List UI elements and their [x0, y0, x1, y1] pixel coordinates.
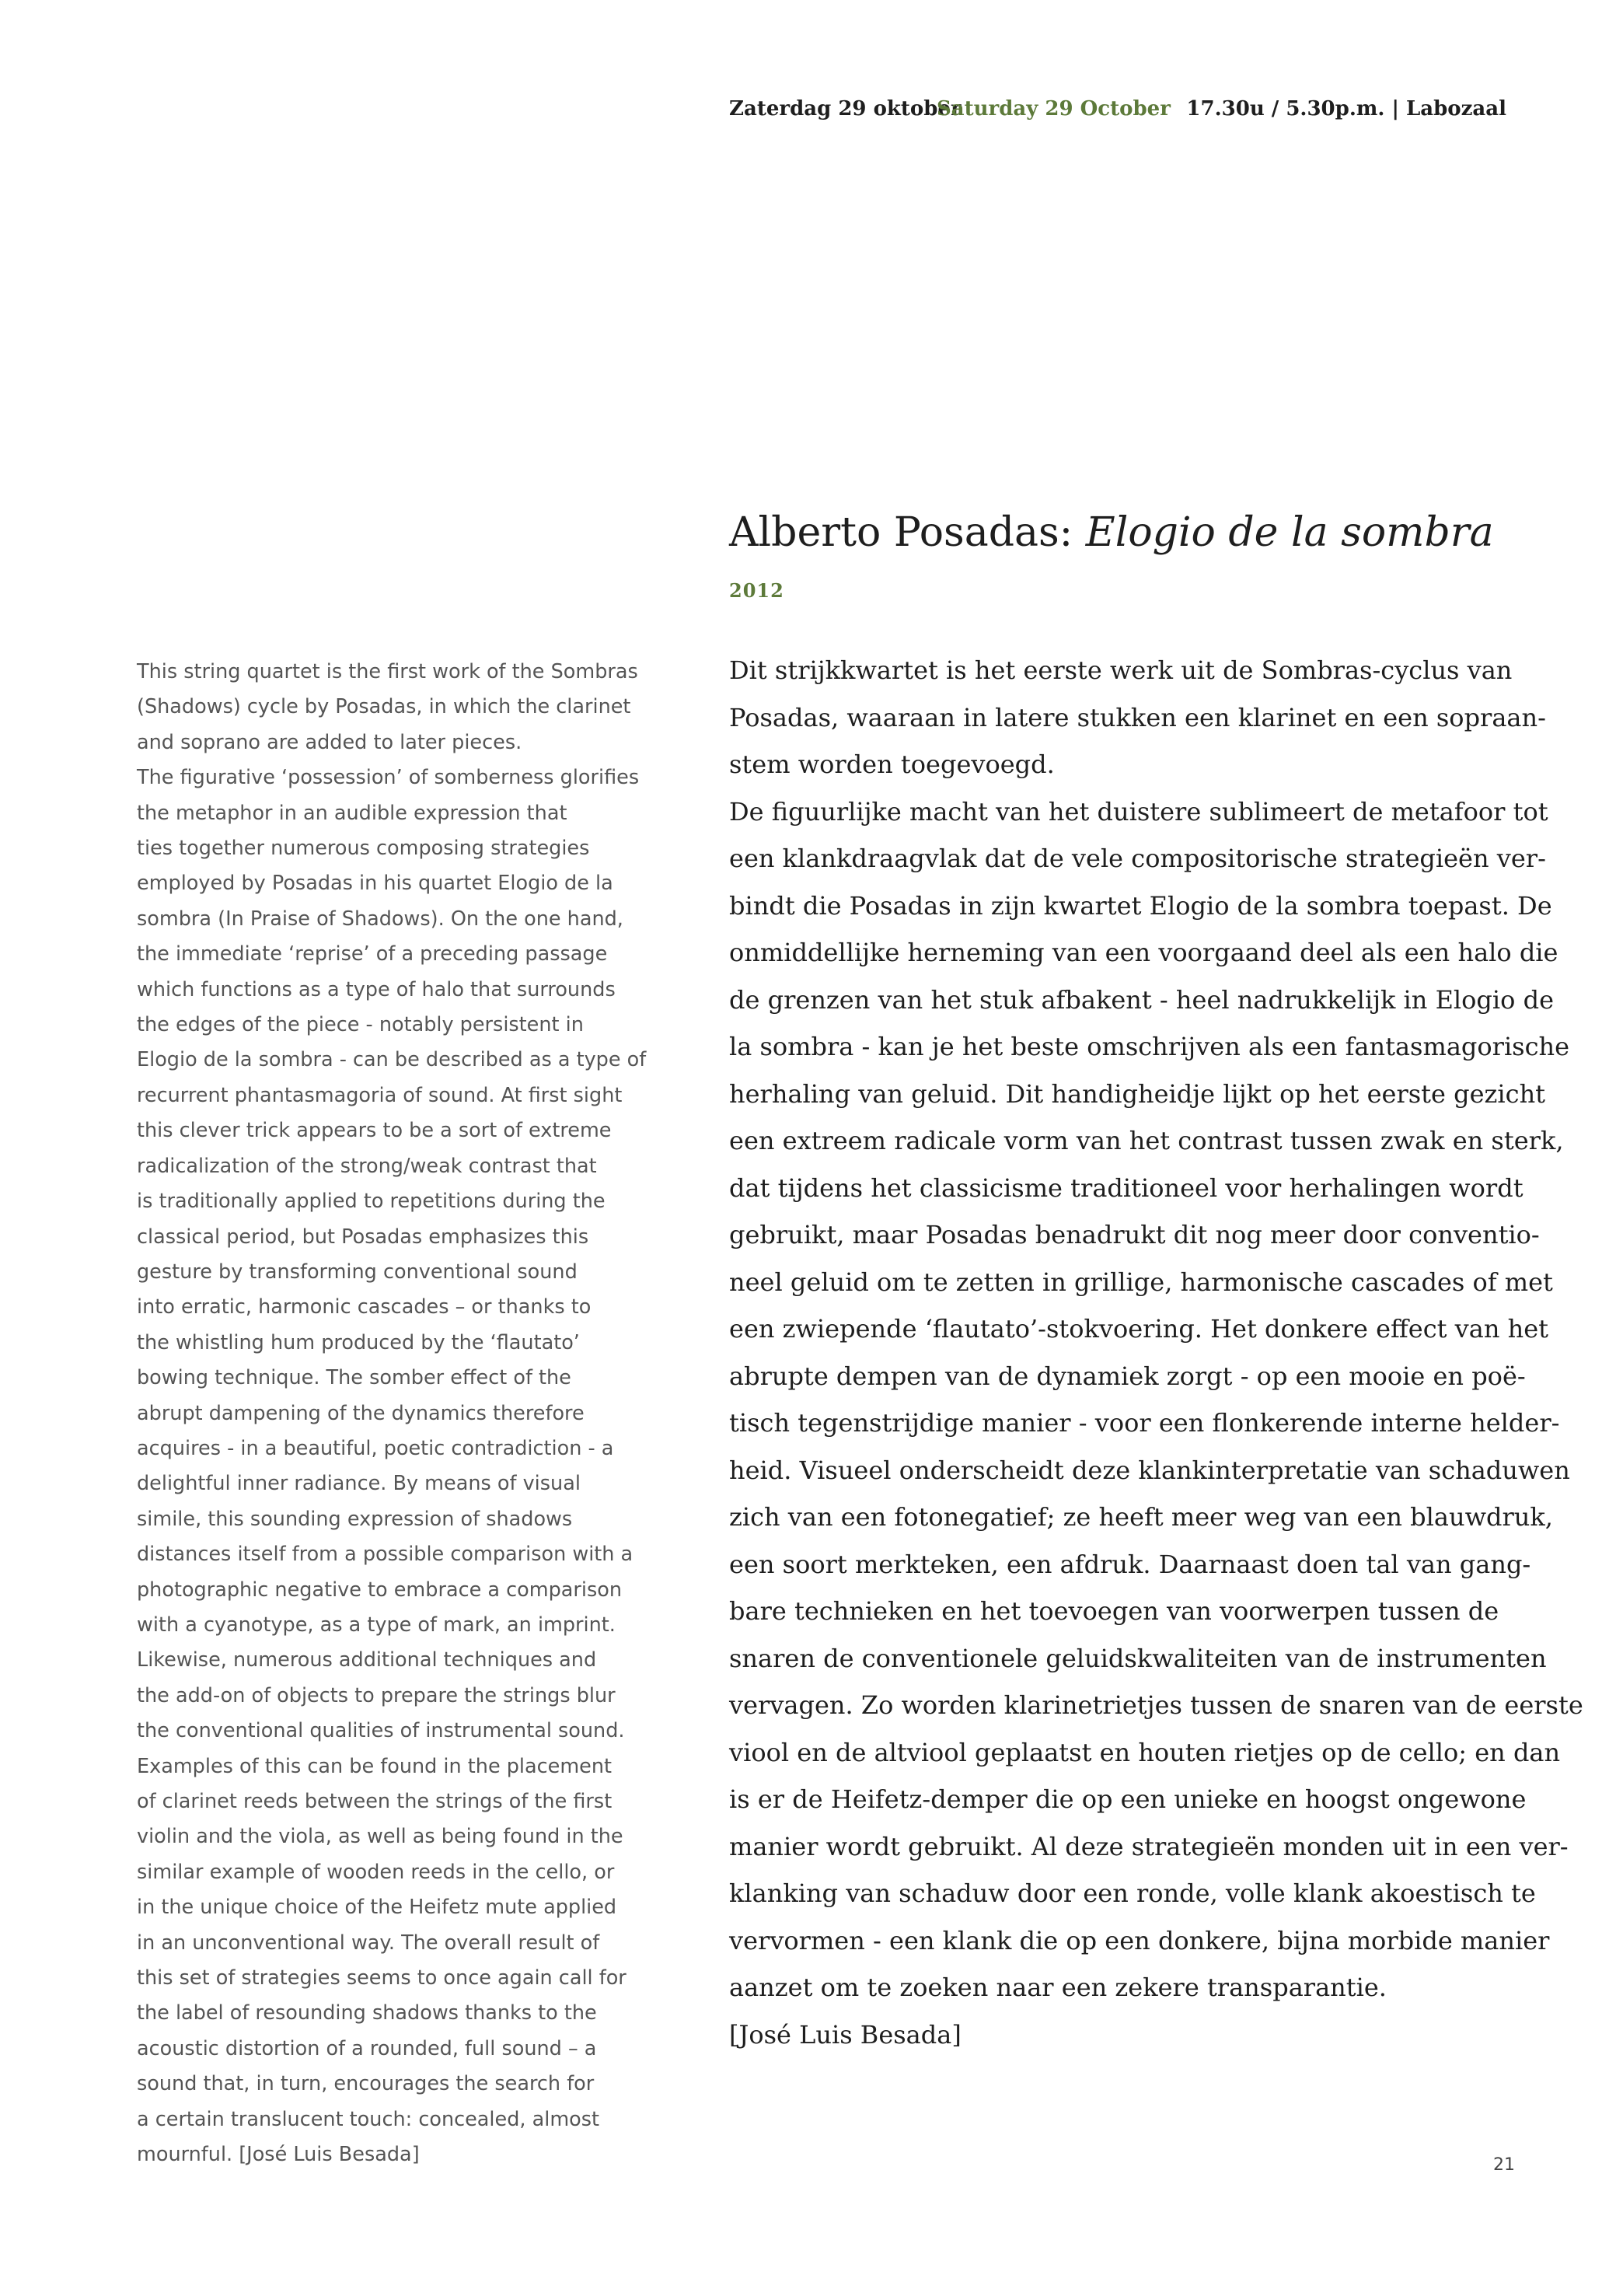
english-text-line: and soprano are added to later pieces.: [137, 730, 522, 754]
english-text-line: Elogio de la sombra - can be described as a type of: [137, 1048, 647, 1072]
english-text-line: the conventional qualities of instrumental sound.: [137, 1719, 625, 1743]
english-program-note: [137, 655, 681, 2172]
dutch-text-line: vervagen. Zo worden klarinetrietjes tussen de snaren van de eerste: [729, 1690, 1583, 1720]
dutch-text-line: viool en de altviool geplaatst en houten rietjes op de cello; en dan: [729, 1737, 1561, 1767]
dutch-text-line: een klankdraagvlak dat de vele compositorische strategieën ver-: [729, 844, 1546, 873]
dutch-text-line: [José Luis Besada]: [729, 2019, 962, 2050]
english-text-line: sound that, in turn, encourages the search for: [137, 2072, 595, 2096]
dutch-text-line: herhaling van geluid. Dit handigheidje lijkt op het eerste gezicht: [729, 1078, 1546, 1109]
english-text-line: similar example of wooden reeds in the cello, or: [137, 1860, 615, 1884]
english-text-line: the immediate ‘reprise’ of a preceding passage: [137, 942, 608, 966]
dutch-text-line: neel geluid om te zetten in grillige, harmonische cascades of met: [729, 1267, 1553, 1297]
english-text-line: with a cyanotype, as a type of mark, an imprint.: [137, 1613, 616, 1637]
english-text-line: into erratic, harmonic cascades – or thanks to: [137, 1295, 592, 1319]
english-text-line: acquires - in a beautiful, poetic contradiction - a: [137, 1436, 614, 1460]
english-text-line: (Shadows) cycle by Posadas, in which the clarinet: [137, 695, 631, 719]
english-text-line: acoustic distortion of a rounded, full sound – a: [137, 2036, 597, 2060]
header-date-english: Saturday 29 October: [937, 97, 1171, 121]
english-text-line: mournful. [José Luis Besada]: [137, 2143, 420, 2167]
english-text-line: in an unconventional way. The overall result of: [137, 1931, 600, 1955]
dutch-text-line: is er de Heifetz-demper die op een unieke en hoogst ongewone: [729, 1784, 1527, 1814]
english-text-line: simile, this sounding expression of shadows: [137, 1507, 573, 1531]
page-number: 21: [1493, 2155, 1515, 2175]
title-work: Elogio de la sombra: [1085, 509, 1494, 556]
dutch-text-line: De figuurlijke macht van het duistere sublimeert de metafoor tot: [729, 796, 1548, 826]
english-text-line: the label of resounding shadows thanks to the: [137, 2001, 597, 2025]
dutch-text-line: aanzet om te zoeken naar een zekere transparantie.: [729, 1973, 1387, 2002]
english-text-line: this clever trick appears to be a sort of extreme: [137, 1119, 612, 1143]
english-text-line: ties together numerous composing strategies: [137, 837, 590, 861]
english-text-line: The figurative ‘possession’ of somberness glorifies: [137, 766, 640, 790]
english-text-line: is traditionally applied to repetitions during the: [137, 1190, 606, 1214]
english-text-line: which functions as a type of halo that surrounds: [137, 977, 616, 1001]
dutch-text-line: een zwiepende ‘flautato’-stokvoering. Het donkere effect van het: [729, 1314, 1549, 1344]
title-composer: Alberto Posadas:: [729, 509, 1086, 556]
dutch-text-line: zich van een fotonegatief; ze heeft meer weg van een blauwdruk,: [729, 1502, 1553, 1532]
dutch-text-line: abrupte dempen van de dynamiek zorgt - op een mooie en poë-: [729, 1361, 1526, 1391]
english-text-line: of clarinet reeds between the strings of the first: [137, 1790, 613, 1813]
english-text-line: classical period, but Posadas emphasizes this: [137, 1225, 589, 1249]
english-text-line: delightful inner radiance. By means of visual: [137, 1472, 581, 1496]
english-text-line: the metaphor in an audible expression that: [137, 801, 567, 825]
english-text-line: sombra (In Praise of Shadows). On the one hand,: [137, 907, 623, 931]
dutch-text-line: tisch tegenstrijdige manier - voor een flonkerende interne helder-: [729, 1408, 1560, 1438]
english-text-line: the edges of the piece - notably persistent in: [137, 1013, 584, 1037]
dutch-text-line: onmiddellijke herneming van een voorgaand deel als een halo die: [729, 938, 1558, 967]
dutch-program-note: [729, 647, 1583, 2058]
english-text-line: in the unique choice of the Heifetz mute applied: [137, 1896, 617, 1920]
page-title: [729, 505, 1494, 560]
header-date-dutch: Zaterdag 29 oktober: [729, 97, 962, 121]
dutch-text-line: een soort merkteken, een afdruk. Daarnaast doen tal van gang-: [729, 1549, 1531, 1579]
english-text-line: Likewise, numerous additional techniques and: [137, 1648, 597, 1672]
dutch-text-line: snaren de conventionele geluidskwaliteiten van de instrumenten: [729, 1643, 1547, 1673]
english-text-line: distances itself from a possible comparison with a: [137, 1543, 633, 1567]
dutch-text-line: een extreem radicale vorm van het contrast tussen zwak en sterk,: [729, 1126, 1564, 1155]
dutch-text-line: Dit strijkkwartet is het eerste werk uit de Sombras-cyclus van: [729, 655, 1513, 685]
dutch-text-line: klanking van schaduw door een ronde, volle klank akoestisch te: [729, 1878, 1536, 1908]
english-text-line: employed by Posadas in his quartet Elogio de la: [137, 872, 613, 896]
dutch-text-line: manier wordt gebruikt. Al deze strategieën monden uit in een ver-: [729, 1831, 1569, 1861]
english-text-line: radicalization of the strong/weak contrast that: [137, 1154, 597, 1178]
english-text-line: photographic negative to embrace a comparison: [137, 1578, 623, 1602]
english-text-line: Examples of this can be found in the placement: [137, 1754, 613, 1778]
english-text-line: bowing technique. The somber effect of the: [137, 1366, 571, 1390]
dutch-text-line: gebruikt, maar Posadas benadrukt dit nog meer door conventio-: [729, 1220, 1540, 1249]
dutch-text-line: dat tijdens het classicisme traditioneel voor herhalingen wordt: [729, 1172, 1524, 1203]
dutch-text-line: bare technieken en het toevoegen van voorwerpen tussen de: [729, 1596, 1499, 1626]
dutch-text-line: la sombra - kan je het beste omschrijven als een fantasmagorische: [729, 1032, 1570, 1061]
english-text-line: abrupt dampening of the dynamics therefore: [137, 1401, 585, 1425]
header-time-venue: 17.30u / 5.30p.m. | Labozaal: [1186, 97, 1506, 121]
dutch-text-line: Posadas, waaraan in latere stukken een klarinet en een sopraan-: [729, 702, 1546, 732]
english-text-line: gesture by transforming conventional sound: [137, 1260, 578, 1284]
english-text-line: a certain translucent touch: concealed, almost: [137, 2107, 600, 2131]
english-text-line: the add-on of objects to prepare the strings blur: [137, 1683, 616, 1707]
english-text-line: recurrent phantasmagoria of sound. At first sight: [137, 1083, 623, 1107]
dutch-text-line: de grenzen van het stuk afbakent - heel nadrukkelijk in Elogio de: [729, 984, 1554, 1015]
english-text-line: this set of strategies seems to once again call for: [137, 1966, 627, 1990]
dutch-text-line: stem worden toegevoegd.: [729, 750, 1055, 779]
page-header: [729, 93, 1506, 124]
dutch-text-line: bindt die Posadas in zijn kwartet Elogio de la sombra toepast. De: [729, 890, 1552, 921]
dutch-text-line: vervormen - een klank die op een donkere, bijna morbide manier: [729, 1925, 1550, 1955]
english-text-line: This string quartet is the first work of the Sombras: [137, 660, 638, 683]
composition-year: 2012: [729, 579, 784, 602]
english-text-line: violin and the viola, as well as being found in the: [137, 1825, 623, 1849]
dutch-text-line: heid. Visueel onderscheidt deze klankinterpretatie van schaduwen: [729, 1455, 1570, 1485]
english-text-line: the whistling hum produced by the ‘flautato’: [137, 1330, 580, 1354]
